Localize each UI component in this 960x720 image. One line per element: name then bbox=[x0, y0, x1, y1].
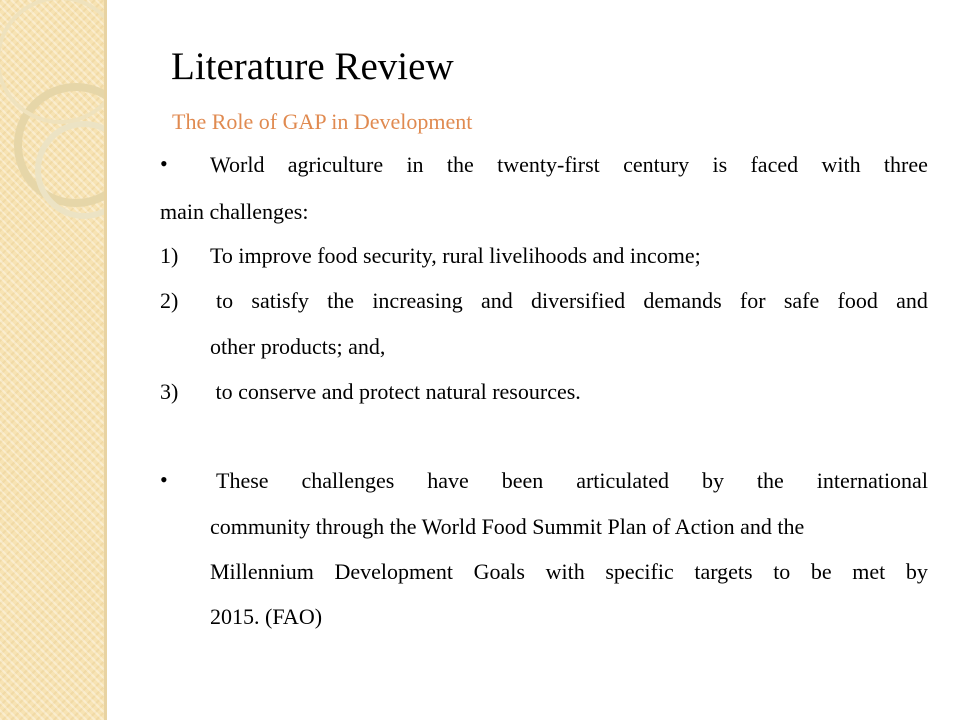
paragraph-2-line-3 bbox=[210, 557, 928, 587]
word: Goals bbox=[473, 559, 525, 584]
word: Development bbox=[334, 559, 454, 584]
bullet-point-1: • bbox=[160, 151, 168, 176]
word: specific bbox=[605, 559, 674, 584]
word: to bbox=[773, 559, 791, 584]
list-item-2-number: 2) bbox=[160, 288, 179, 313]
list-item-2-line-1 bbox=[216, 286, 928, 316]
word: food bbox=[837, 288, 878, 313]
word: satisfy bbox=[251, 288, 309, 313]
word: international bbox=[816, 468, 928, 493]
list-item-1-number: 1) bbox=[160, 243, 179, 268]
slide-title: Literature Review bbox=[171, 45, 454, 88]
word: three bbox=[883, 152, 928, 177]
list-item-3-text: to conserve and protect natural resources. bbox=[210, 379, 581, 404]
word: targets bbox=[694, 559, 753, 584]
word: and bbox=[896, 288, 928, 313]
word: the bbox=[756, 468, 784, 493]
bullet-point-2: • bbox=[160, 467, 168, 492]
word: safe bbox=[783, 288, 820, 313]
word: have bbox=[427, 468, 469, 493]
paragraph-2-line-1 bbox=[216, 466, 928, 496]
word: met bbox=[852, 559, 886, 584]
word: with bbox=[545, 559, 585, 584]
word: been bbox=[501, 468, 544, 493]
slide-subtitle: The Role of GAP in Development bbox=[172, 109, 473, 134]
word: Millennium bbox=[210, 559, 314, 584]
word: is bbox=[712, 152, 728, 177]
paragraph-1-line-1 bbox=[210, 150, 928, 180]
word: demands bbox=[643, 288, 722, 313]
paragraph-2-line-4: 2015. (FAO) bbox=[210, 604, 323, 629]
word: twenty-first bbox=[497, 152, 600, 177]
word: the bbox=[446, 152, 474, 177]
word: be bbox=[810, 559, 832, 584]
strip-divider bbox=[104, 0, 107, 720]
paragraph-2-line-2: community through the World Food Summit Plan of Action and the bbox=[210, 514, 805, 539]
list-item-1-text: To improve food security, rural livelihoods and income; bbox=[210, 243, 701, 268]
list-item-3-number: 3) bbox=[160, 379, 179, 404]
word: challenges bbox=[301, 468, 395, 493]
word: in bbox=[406, 152, 424, 177]
word: with bbox=[821, 152, 861, 177]
word: and bbox=[481, 288, 513, 313]
word: for bbox=[739, 288, 766, 313]
word: These bbox=[216, 468, 269, 493]
word: to bbox=[216, 288, 234, 313]
paragraph-1-line-2: main challenges: bbox=[160, 199, 309, 224]
word: agriculture bbox=[287, 152, 384, 177]
word: World bbox=[210, 152, 265, 177]
word: the bbox=[327, 288, 355, 313]
list-item-2-line-2: other products; and, bbox=[210, 334, 386, 359]
word: diversified bbox=[531, 288, 626, 313]
word: by bbox=[905, 559, 928, 584]
word: century bbox=[623, 152, 690, 177]
word: faced bbox=[750, 152, 799, 177]
word: by bbox=[701, 468, 724, 493]
word: increasing bbox=[372, 288, 463, 313]
word: articulated bbox=[576, 468, 670, 493]
decorative-side-strip bbox=[0, 0, 106, 720]
decorative-rings-icon bbox=[0, 0, 106, 260]
